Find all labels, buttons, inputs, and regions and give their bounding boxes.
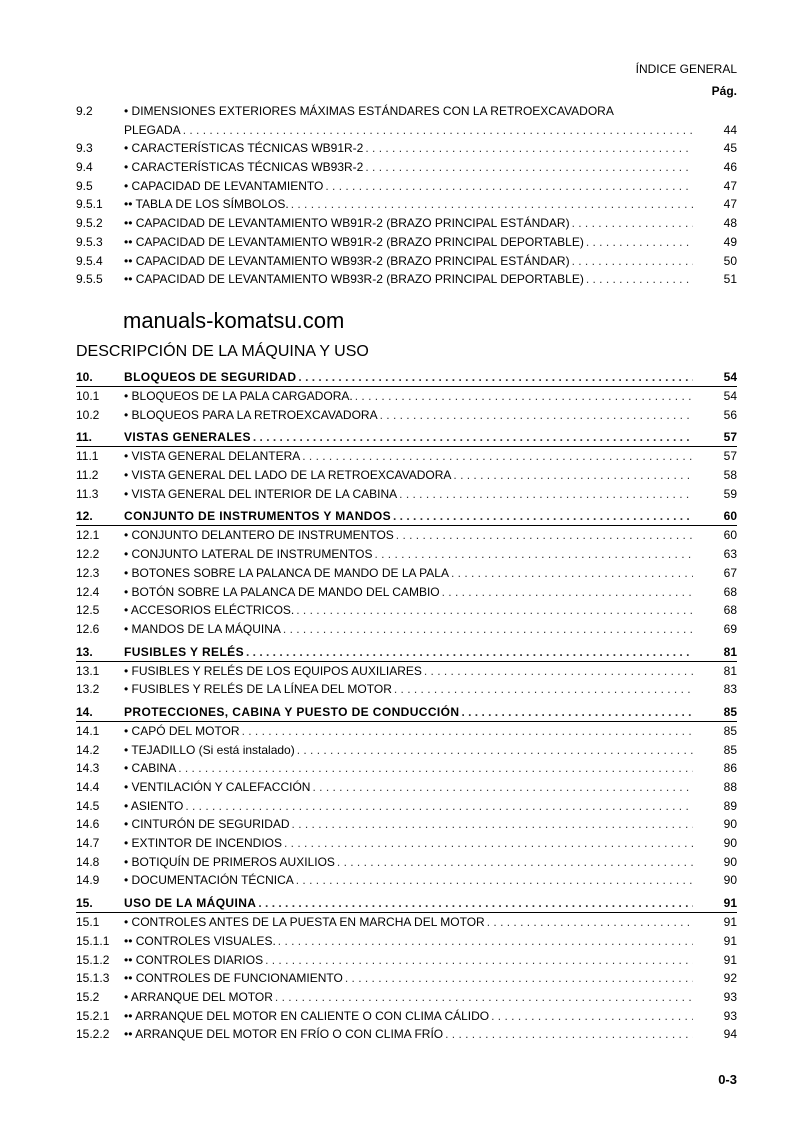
toc-entry-number: 11. — [76, 430, 93, 445]
toc-entry-title: • MANDOS DE LA MÁQUINA — [124, 621, 281, 636]
toc-chapter-entry[interactable] — [76, 428, 737, 447]
toc-entry[interactable] — [76, 545, 737, 564]
toc-entry-number: 15.2.1 — [76, 1008, 110, 1023]
toc-entry-number: 15.1.1 — [76, 933, 110, 948]
dot-leader — [394, 680, 693, 699]
toc-entry-page: 81 — [723, 644, 737, 659]
toc-entry-page: 57 — [723, 430, 737, 445]
toc-entry-number: 12.2 — [76, 547, 100, 562]
dot-leader — [292, 815, 693, 834]
toc-entry[interactable] — [76, 270, 737, 289]
toc-entry-page: 91 — [723, 933, 737, 948]
dot-leader — [296, 871, 693, 890]
dot-leader — [283, 620, 693, 639]
toc-entry[interactable] — [76, 601, 737, 620]
toc-entry-title: PROTECCIONES, CABINA Y PUESTO DE CONDUCCIÓN — [124, 704, 460, 719]
toc-entry[interactable] — [76, 466, 737, 485]
toc-entry-number: 15.2.2 — [76, 1027, 110, 1042]
toc-entry-page: 60 — [723, 509, 737, 524]
dot-leader — [296, 601, 693, 620]
dot-leader — [258, 894, 693, 912]
toc-entry-number: 9.5.4 — [76, 253, 103, 268]
toc-entry[interactable] — [76, 834, 737, 853]
dot-leader — [275, 988, 693, 1007]
toc-entry-number: 14.2 — [76, 742, 100, 757]
toc-entry-number: 12. — [76, 509, 93, 524]
dot-leader — [246, 643, 693, 661]
dot-leader — [337, 853, 693, 872]
toc-entry-number: 15.1.2 — [76, 952, 110, 967]
toc-entry-page: 45 — [723, 141, 737, 156]
toc-entry[interactable] — [76, 406, 737, 425]
toc-entry-number: 15.1.3 — [76, 971, 110, 986]
toc-entry[interactable] — [76, 741, 737, 760]
dot-leader — [178, 759, 693, 778]
toc-entry[interactable] — [76, 1007, 737, 1026]
toc-entry[interactable] — [76, 969, 737, 988]
toc-entry-page: 69 — [723, 621, 737, 636]
toc-entry-page: 91 — [723, 896, 737, 911]
toc-list-continued — [76, 102, 737, 289]
toc-entry-number: 9.5.5 — [76, 272, 103, 287]
toc-entry-number: 9.5 — [76, 178, 93, 193]
toc-entry-page: 58 — [723, 468, 737, 483]
toc-entry[interactable] — [76, 195, 737, 214]
running-header-title: ÍNDICE GENERAL — [635, 62, 737, 76]
toc-entry-title: • DOCUMENTACIÓN TÉCNICA — [124, 873, 294, 888]
toc-entry-number: 13.2 — [76, 682, 100, 697]
dot-leader — [183, 121, 693, 140]
toc-entry-page: 91 — [723, 952, 737, 967]
toc-entry-number: 10. — [76, 370, 93, 384]
dot-leader — [461, 703, 693, 721]
toc-entry[interactable] — [76, 526, 737, 545]
toc-entry-page: 90 — [723, 854, 737, 869]
toc-entry-title: • FUSIBLES Y RELÉS DE LOS EQUIPOS AUXILIARES — [124, 663, 422, 678]
toc-entry-page: 93 — [723, 989, 737, 1004]
toc-entry-page: 83 — [723, 682, 737, 697]
dot-leader — [325, 177, 693, 196]
toc-entry-number: 14.3 — [76, 761, 100, 776]
toc-entry-page: 54 — [723, 370, 737, 384]
toc-entry-title: • VENTILACIÓN Y CALEFACCIÓN — [124, 780, 311, 794]
toc-entry-number: 11.2 — [76, 468, 99, 483]
dot-leader — [572, 214, 693, 233]
toc-entry-title: •• CAPACIDAD DE LEVANTAMIENTO WB91R-2 (BRAZO PRINCIPAL ESTÁNDAR) — [124, 216, 570, 231]
toc-entry[interactable] — [76, 252, 737, 271]
dot-leader — [487, 913, 693, 932]
toc-entry-title: • BOTIQUÍN DE PRIMEROS AUXILIOS — [124, 854, 335, 869]
toc-chapter-entry[interactable] — [76, 703, 737, 722]
toc-entry-page: 63 — [723, 547, 737, 562]
toc-entry-page: 92 — [723, 971, 737, 986]
toc-entry-page: 86 — [723, 761, 737, 776]
dot-leader — [365, 158, 693, 177]
toc-entry[interactable] — [76, 158, 737, 177]
toc-entry-number: 14.1 — [76, 723, 100, 738]
toc-entry-title: •• CAPACIDAD DE LEVANTAMIENTO WB93R-2 (BRAZO PRINCIPAL DEPORTABLE) — [124, 272, 584, 287]
dot-leader — [345, 969, 693, 988]
toc-entry[interactable] — [76, 797, 737, 816]
dot-leader — [453, 466, 693, 485]
toc-entry-page: 67 — [723, 565, 737, 580]
toc-chapter-entry[interactable] — [76, 643, 737, 662]
toc-entry[interactable] — [76, 871, 737, 890]
toc-entry-number: 12.4 — [76, 584, 100, 599]
toc-entry[interactable] — [76, 564, 737, 583]
toc-entry-number: 10.1 — [76, 389, 100, 403]
toc-entry-page: 51 — [723, 272, 737, 287]
toc-entry-title: • BLOQUEOS PARA LA RETROEXCAVADORA — [124, 407, 378, 422]
toc-entry-title: •• ARRANQUE DEL MOTOR EN FRÍO O CON CLIMA FRÍO — [124, 1027, 444, 1042]
toc-entry[interactable] — [76, 139, 737, 158]
toc-entry-page: 68 — [723, 603, 737, 618]
toc-entry-page: 54 — [723, 389, 737, 403]
toc-entry[interactable] — [76, 214, 737, 233]
toc-entry-title: • CONJUNTO LATERAL DE INSTRUMENTOS — [124, 547, 373, 562]
toc-entry-title: • ACCESORIOS ELÉCTRICOS. — [124, 603, 295, 618]
dot-leader — [253, 428, 693, 446]
toc-entry-title: •• ARRANQUE DEL MOTOR EN CALIENTE O CON CLIMA CÁLIDO — [124, 1008, 490, 1023]
dot-leader — [374, 545, 693, 564]
toc-entry[interactable] — [76, 680, 737, 699]
toc-entry-number: 14.4 — [76, 780, 100, 794]
toc-entry-title: • CARACTERÍSTICAS TÉCNICAS WB91R-2 — [124, 141, 364, 156]
toc-entry-title: •• CONTROLES DIARIOS — [124, 952, 264, 967]
toc-entry-title: PLEGADA — [124, 122, 181, 137]
footer-page-number: 0-3 — [718, 1072, 737, 1087]
toc-entry-number: 13.1 — [76, 663, 100, 678]
toc-entry-page: 89 — [723, 798, 737, 813]
toc-entry-page: 47 — [723, 178, 737, 193]
dot-leader — [451, 564, 693, 583]
toc-entry-number: 14.5 — [76, 798, 100, 813]
dot-leader — [491, 1007, 693, 1026]
toc-entry-page: 60 — [723, 528, 737, 543]
toc-list-main — [76, 368, 737, 1044]
dot-leader — [355, 387, 693, 406]
dot-leader — [442, 583, 693, 602]
toc-entry[interactable] — [76, 177, 737, 196]
toc-entry-page: 94 — [723, 1027, 737, 1042]
dot-leader — [298, 368, 693, 386]
toc-entry[interactable] — [76, 778, 737, 797]
toc-entry[interactable] — [76, 233, 737, 252]
toc-entry-title: • BOTONES SOBRE LA PALANCA DE MANDO DE LA PALA — [124, 565, 449, 580]
dot-leader — [380, 406, 693, 425]
toc-entry[interactable] — [76, 620, 737, 639]
toc-entry-number: 10.2 — [76, 407, 100, 422]
page-column-label: Pág. — [711, 84, 737, 98]
toc-entry-page: 59 — [723, 486, 737, 501]
toc-entry-page: 68 — [723, 584, 737, 599]
toc-entry-title: • CINTURÓN DE SEGURIDAD — [124, 817, 290, 832]
toc-entry-number: 9.4 — [76, 160, 93, 175]
toc-entry-page: 50 — [723, 253, 737, 268]
toc-entry[interactable] — [76, 722, 737, 741]
dot-leader — [284, 834, 693, 853]
toc-entry-number: 9.5.3 — [76, 234, 103, 249]
toc-entry-page: 56 — [723, 407, 737, 422]
toc-entry[interactable] — [76, 759, 737, 778]
toc-entry-number: 12.3 — [76, 565, 100, 580]
toc-entry[interactable] — [76, 102, 737, 121]
section-title: DESCRIPCIÓN DE LA MÁQUINA Y USO — [76, 343, 369, 360]
toc-entry-title: BLOQUEOS DE SEGURIDAD — [124, 370, 297, 384]
toc-entry-page: 90 — [723, 873, 737, 888]
toc-entry-title: • CONTROLES ANTES DE LA PUESTA EN MARCHA DEL MOTOR — [124, 915, 485, 930]
toc-entry-page: 85 — [723, 723, 737, 738]
toc-entry-title: • CONJUNTO DELANTERO DE INSTRUMENTOS — [124, 528, 394, 543]
dot-leader — [586, 233, 693, 252]
toc-entry-title: • DIMENSIONES EXTERIORES MÁXIMAS ESTÁNDARES CON LA RETROEXCAVADORA — [124, 104, 614, 118]
toc-entry-title: • VISTA GENERAL DEL LADO DE LA RETROEXCAVADORA — [124, 468, 452, 483]
toc-entry-number: 9.2 — [76, 104, 93, 118]
toc-entry-title: • EXTINTOR DE INCENDIOS — [124, 836, 282, 851]
toc-entry-number: 14.9 — [76, 873, 100, 888]
toc-entry-title: • FUSIBLES Y RELÉS DE LA LÍNEA DEL MOTOR — [124, 682, 392, 697]
toc-entry-number: 9.3 — [76, 141, 93, 156]
dot-leader — [445, 1025, 693, 1044]
toc-entry-title: CONJUNTO DE INSTRUMENTOS Y MANDOS — [124, 509, 392, 524]
toc-entry-number: 13. — [76, 644, 93, 659]
dot-leader — [365, 139, 693, 158]
toc-entry-page: 57 — [723, 449, 737, 464]
toc-entry-number: 14.7 — [76, 836, 100, 851]
toc-entry-title: • CARACTERÍSTICAS TÉCNICAS WB93R-2 — [124, 160, 364, 175]
toc-entry-number: 9.5.2 — [76, 216, 103, 231]
toc-entry-title: FUSIBLES Y RELÉS — [124, 644, 244, 659]
toc-entry-page: 90 — [723, 836, 737, 851]
toc-entry-title: • VISTA GENERAL DELANTERA — [124, 449, 301, 464]
toc-entry-page: 88 — [723, 780, 737, 794]
toc-entry-number: 15.1 — [76, 915, 100, 930]
dot-leader — [312, 778, 693, 797]
toc-entry[interactable] — [76, 932, 737, 951]
toc-entry-title: • TEJADILLO (Si está instalado) — [124, 742, 295, 757]
toc-entry-page: 46 — [723, 160, 737, 175]
dot-leader — [399, 485, 693, 504]
toc-entry-number: 11.3 — [76, 486, 99, 501]
toc-entry-number: 12.6 — [76, 621, 100, 636]
toc-entry-page: 91 — [723, 915, 737, 930]
dot-leader — [291, 195, 693, 214]
dot-leader — [278, 932, 693, 951]
toc-entry-page: 85 — [723, 704, 737, 719]
toc-entry-page: 90 — [723, 817, 737, 832]
toc-entry-page: 44 — [723, 122, 737, 137]
toc-entry-title: •• CAPACIDAD DE LEVANTAMIENTO WB91R-2 (BRAZO PRINCIPAL DEPORTABLE) — [124, 234, 584, 249]
toc-entry-title: •• CAPACIDAD DE LEVANTAMIENTO WB93R-2 (BRAZO PRINCIPAL ESTÁNDAR) — [124, 253, 570, 268]
toc-entry-number: 14. — [76, 704, 93, 719]
toc-entry-title: •• CONTROLES DE FUNCIONAMIENTO — [124, 971, 343, 986]
toc-entry-page: 47 — [723, 197, 737, 212]
toc-entry[interactable] — [76, 1025, 737, 1044]
dot-leader — [302, 447, 693, 466]
toc-entry[interactable] — [76, 951, 737, 970]
toc-entry-title: • ASIENTO — [124, 798, 184, 813]
toc-entry-title: VISTAS GENERALES — [124, 430, 251, 445]
toc-entry[interactable] — [76, 447, 737, 466]
toc-entry-page: 81 — [723, 663, 737, 678]
toc-entry-title: • BOTÓN SOBRE LA PALANCA DE MANDO DEL CAMBIO — [124, 584, 440, 599]
toc-entry-page: 48 — [723, 216, 737, 231]
dot-leader — [185, 797, 693, 816]
toc-entry-page: 85 — [723, 742, 737, 757]
toc-entry-title: • CAPÓ DEL MOTOR — [124, 723, 240, 738]
toc-entry[interactable] — [76, 913, 737, 932]
dot-leader — [586, 270, 693, 289]
toc-entry-title: • BLOQUEOS DE LA PALA CARGADORA. — [124, 389, 353, 403]
toc-entry-page: 93 — [723, 1008, 737, 1023]
toc-entry-number: 15.2 — [76, 989, 100, 1004]
toc-entry-title: • CABINA — [124, 761, 177, 776]
toc-entry[interactable] — [76, 583, 737, 602]
toc-entry[interactable] — [76, 853, 737, 872]
toc-entry-title: • VISTA GENERAL DEL INTERIOR DE LA CABINA — [124, 486, 398, 501]
watermark-text: manuals-komatsu.com — [123, 308, 345, 333]
toc-entry[interactable] — [76, 121, 737, 140]
dot-leader — [424, 662, 693, 681]
dot-leader — [572, 252, 693, 271]
toc-entry[interactable] — [76, 387, 737, 406]
toc-entry-title: •• CONTROLES VISUALES. — [124, 933, 276, 948]
toc-chapter-entry[interactable] — [76, 368, 737, 387]
toc-entry[interactable] — [76, 662, 737, 681]
toc-entry-title: • ARRANQUE DEL MOTOR — [124, 989, 273, 1004]
toc-entry-number: 9.5.1 — [76, 197, 103, 212]
dot-leader — [242, 722, 693, 741]
toc-chapter-entry[interactable] — [76, 894, 737, 913]
dot-leader — [396, 526, 693, 545]
toc-entry-number: 12.1 — [76, 528, 100, 543]
toc-chapter-entry[interactable] — [76, 507, 737, 526]
toc-entry-number: 14.8 — [76, 854, 100, 869]
dot-leader — [393, 507, 693, 525]
dot-leader — [265, 951, 693, 970]
toc-entry-page: 49 — [723, 234, 737, 249]
toc-entry-number: 11.1 — [76, 449, 99, 464]
toc-entry-number: 15. — [76, 896, 93, 911]
toc-entry-number: 14.6 — [76, 817, 100, 832]
toc-entry-title: • CAPACIDAD DE LEVANTAMIENTO — [124, 178, 324, 193]
toc-entry[interactable] — [76, 485, 737, 504]
toc-entry[interactable] — [76, 815, 737, 834]
toc-entry-number: 12.5 — [76, 603, 100, 618]
toc-entry[interactable] — [76, 988, 737, 1007]
dot-leader — [297, 741, 693, 760]
toc-entry-title: USO DE LA MÁQUINA — [124, 896, 257, 911]
toc-entry-title: •• TABLA DE LOS SÍMBOLOS. — [124, 197, 289, 212]
